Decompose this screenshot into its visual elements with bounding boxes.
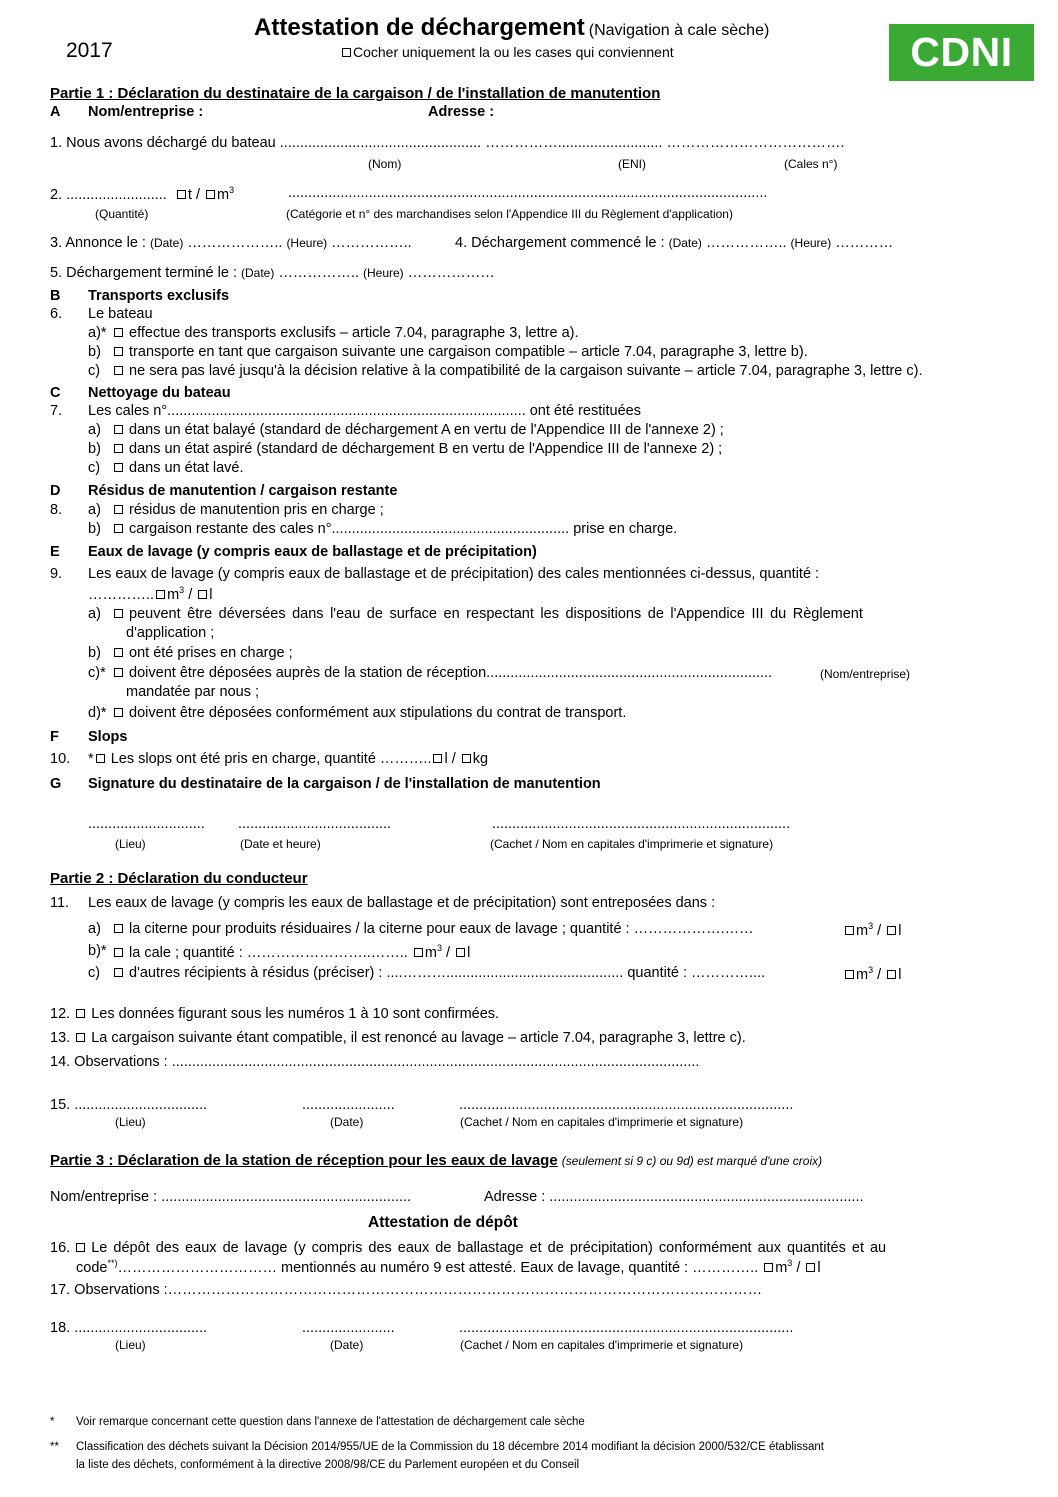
section-b-title: Transports exclusifs xyxy=(88,288,230,304)
q11b-unit-m: m xyxy=(424,945,437,961)
q9b-prefix: b) xyxy=(88,645,101,661)
q11b-prefix: b)* xyxy=(88,943,107,959)
q9b-text: ont été prises en charge ; xyxy=(129,645,293,661)
part2-heading: Partie 2 : Déclaration du conducteur xyxy=(50,870,308,887)
q1-line[interactable]: 1. Nous avons déchargé du bateau .................................................. …………….......................... ………………………………. xyxy=(50,135,845,151)
q7b-row[interactable] xyxy=(112,441,722,458)
q17-observations[interactable]: 17. Observations :…………………………………………………………………………………………………………… xyxy=(50,1282,763,1298)
q16-unit-l: l xyxy=(817,1260,821,1276)
q9d-checkbox[interactable] xyxy=(114,708,123,717)
q11b-unit-slash: / xyxy=(446,945,451,961)
q6a-checkbox[interactable] xyxy=(114,328,123,337)
q16-num: 16. xyxy=(50,1240,71,1256)
q12-row[interactable] xyxy=(50,1006,499,1023)
q11c-l-checkbox[interactable] xyxy=(887,970,896,979)
q12-checkbox[interactable] xyxy=(76,1009,85,1018)
instruction-text: Cocher uniquement la ou les cases qui conviennent xyxy=(353,44,674,60)
q11c-unit-sup: 3 xyxy=(868,965,874,975)
part1-heading: Partie 1 : Déclaration du destinataire de la cargaison / de l'installation de manutention xyxy=(50,85,661,102)
q7a-row[interactable] xyxy=(112,422,724,439)
q6b-text: transporte en tant que cargaison suivante une cargaison compatible – article 7.04, paragraphe 3, lettre b). xyxy=(129,344,808,360)
q9-l-checkbox[interactable] xyxy=(198,590,207,599)
q9a-checkbox[interactable] xyxy=(114,609,123,618)
q16-row2 xyxy=(76,1258,821,1277)
q11a-unit-slash: / xyxy=(877,923,882,939)
q2-unit-m: m xyxy=(217,187,230,203)
q8b-prefix: b) xyxy=(88,521,101,537)
q11a-prefix: a) xyxy=(88,921,101,937)
q6b-row[interactable] xyxy=(112,344,808,361)
q11a-checkbox[interactable] xyxy=(114,924,123,933)
q9c-text: doivent être déposées auprès de la station de réception....................................................................... xyxy=(129,665,773,681)
q3-date-caption: (Date) xyxy=(149,236,184,250)
station-name-field[interactable]: Nom/entreprise : .............................................................. xyxy=(50,1189,411,1205)
q3-time-caption: (Heure) xyxy=(286,236,328,250)
q11c-unit-m: m xyxy=(856,967,869,983)
section-f-letter: F xyxy=(50,729,59,745)
q10-row xyxy=(88,751,488,768)
q11b-checkbox[interactable] xyxy=(114,948,123,957)
q8b-checkbox[interactable] xyxy=(114,524,123,533)
q7a-text: dans un état balayé (standard de déchargement A en vertu de l'Appendice III de l'annexe 2) ; xyxy=(129,422,724,438)
q11c-checkbox[interactable] xyxy=(114,968,123,977)
deposit-subtitle: Attestation de dépôt xyxy=(368,1214,518,1231)
q11b-l-checkbox[interactable] xyxy=(456,948,465,957)
section-b-letter: B xyxy=(50,288,61,304)
q13-row[interactable] xyxy=(50,1030,746,1047)
sig-place-field[interactable]: ............................. xyxy=(88,816,205,832)
footnote2-star: ** xyxy=(50,1441,59,1453)
q11a-unit-l: l xyxy=(898,923,902,939)
form-instruction xyxy=(340,44,674,61)
section-e-letter: E xyxy=(50,544,60,560)
q16-unit-m: m xyxy=(775,1260,788,1276)
q11c-unit-slash: / xyxy=(877,967,882,983)
q4-time-field[interactable]: ………… xyxy=(835,235,894,251)
q6-num: 6. xyxy=(50,306,63,322)
q2-qty-caption: (Quantité) xyxy=(95,207,149,221)
q9c-name-caption: (Nom/entreprise) xyxy=(820,667,911,681)
q5-date-caption: (Date) xyxy=(241,266,275,280)
form-year: 2017 xyxy=(66,39,113,62)
part3-note: (seulement si 9 c) ou 9d) est marqué d'une croix) xyxy=(561,1154,823,1168)
q16-unit-slash: / xyxy=(796,1260,801,1276)
q5-time-caption: (Heure) xyxy=(362,266,404,280)
q9-quantity-field[interactable]: ………….. xyxy=(88,587,155,603)
q2-unit-sup: 3 xyxy=(229,185,235,195)
q14-observations[interactable]: 14. Observations : ................................................................................................................................... xyxy=(50,1054,700,1070)
q16-l-checkbox[interactable] xyxy=(806,1263,815,1272)
part3-heading: Partie 3 : Déclaration de la station de réception pour les eaux de lavage xyxy=(50,1152,558,1169)
q7a-checkbox[interactable] xyxy=(114,425,123,434)
q7c-prefix: c) xyxy=(88,460,101,476)
q16-quantity-text[interactable]: …………………………… mentionnés au numéro 9 est attesté. Eaux de lavage, quantité : ………….. xyxy=(117,1260,759,1276)
q11c-units xyxy=(843,965,901,984)
q10-num: 10. xyxy=(50,751,71,767)
q11a-text: la citerne pour produits résiduaires / la citerne pour eaux de lavage ; quantité : ……………….…… xyxy=(129,921,754,937)
q8a-row[interactable] xyxy=(112,502,384,519)
q2-category-dots[interactable]: ....................................................................................................................... xyxy=(288,185,768,201)
q6a-row[interactable] xyxy=(112,325,579,342)
q3-date-field[interactable]: ……………….. xyxy=(187,235,283,251)
sig-stamp-caption: (Cachet / Nom en capitales d'imprimerie et signature) xyxy=(490,837,774,851)
q6b-checkbox[interactable] xyxy=(114,347,123,356)
section-d-title: Résidus de manutention / cargaison restante xyxy=(88,483,398,499)
q11a-unit-sup: 3 xyxy=(868,921,874,931)
q6a-prefix: a)* xyxy=(88,325,107,341)
q9-m3-checkbox[interactable] xyxy=(156,590,165,599)
q9b-row[interactable] xyxy=(112,645,293,662)
q9d-text: doivent être déposées conformément aux stipulations du contrat de transport. xyxy=(129,705,627,721)
section-d-letter: D xyxy=(50,483,61,499)
part3-heading-row xyxy=(50,1152,822,1170)
q7-num: 7. xyxy=(50,403,63,419)
section-e-title: Eaux de lavage (y compris eaux de ballastage et de précipitation) xyxy=(88,544,537,560)
form-title-suffix: (Navigation à cale sèche) xyxy=(588,22,770,39)
q12-num: 12. xyxy=(50,1006,71,1022)
q2-m3-checkbox[interactable] xyxy=(206,190,215,199)
sig-date-field[interactable]: ...................................... xyxy=(238,816,392,832)
q11a-m3-checkbox[interactable] xyxy=(845,926,854,935)
q16-text: Le dépôt des eaux de lavage (y compris des eaux de ballastage et de précipitation) conformément aux quantités et au xyxy=(91,1240,887,1256)
q3-label: 3. Annonce le : xyxy=(50,235,146,251)
section-f-title: Slops xyxy=(88,729,128,745)
q9-unit-slash: / xyxy=(188,587,193,603)
q10-star: * xyxy=(88,751,94,767)
q9a-text-line2: d'application ; xyxy=(126,625,215,641)
address-label: Adresse : xyxy=(428,104,495,120)
form-title xyxy=(254,14,769,43)
q6c-row[interactable] xyxy=(112,363,923,380)
q7b-text: dans un état aspiré (standard de déchargement B en vertu de l'Appendice III de l'annexe 2) ; xyxy=(129,441,723,457)
q4-line xyxy=(455,235,893,252)
q7a-prefix: a) xyxy=(88,422,101,438)
footnote2-text: Classification des déchets suivant la Décision 2014/955/UE de la Commission du 18 décembre 2014 modifiant la décision 2000/532/CE établissant xyxy=(76,1441,824,1453)
q8a-prefix: a) xyxy=(88,502,101,518)
q10-checkbox[interactable] xyxy=(96,754,105,763)
footnote2-text-line2: la liste des déchets, conformément à la directive 2008/98/CE du Parlement européen et du Conseil xyxy=(76,1459,580,1471)
q9c-row[interactable] xyxy=(112,665,772,682)
q10-text[interactable]: Les slops ont été pris en charge, quantité ……….. xyxy=(110,751,432,767)
q3-line xyxy=(50,235,412,252)
q15-date-caption: (Date) xyxy=(330,1115,364,1129)
q9b-checkbox[interactable] xyxy=(114,648,123,657)
q7b-prefix: b) xyxy=(88,441,101,457)
q1-cales-caption: (Cales n°) xyxy=(784,157,838,171)
q18-place-field[interactable]: 18. ................................. xyxy=(50,1320,208,1336)
q10-kg-checkbox[interactable] xyxy=(462,754,471,763)
q6a-text: effectue des transports exclusifs – article 7.04, paragraphe 3, lettre a). xyxy=(129,325,579,341)
q11a-units xyxy=(843,921,901,940)
q11-label: Les eaux de lavage (y compris les eaux de ballastage et de précipitation) sont entreposées dans : xyxy=(88,895,716,911)
section-c-letter: C xyxy=(50,385,61,401)
q11c-row[interactable] xyxy=(112,965,765,982)
q13-checkbox[interactable] xyxy=(76,1033,85,1042)
sig-place-caption: (Lieu) xyxy=(115,837,146,851)
q9a-text: peuvent être déversées dans l'eau de surface en respectant les dispositions de l'Appendice III du Règlement xyxy=(129,606,863,622)
q5-label: 5. Déchargement terminé le : xyxy=(50,265,237,281)
sig-date-caption: (Date et heure) xyxy=(240,837,321,851)
q11-num: 11. xyxy=(50,895,70,911)
q15-place-field[interactable]: 15. ................................. xyxy=(50,1097,208,1113)
q8b-text: cargaison restante des cales n°........................................................... prise en charge. xyxy=(129,521,678,537)
q5-date-field[interactable]: …………….. xyxy=(278,265,359,281)
q16-checkbox[interactable] xyxy=(76,1243,85,1252)
sig-stamp-field[interactable]: .......................................................................... xyxy=(492,816,791,832)
q11b-text: la cale ; quantité : ……………………..…….. xyxy=(129,945,408,961)
q11c-m3-checkbox[interactable] xyxy=(845,970,854,979)
q2-line xyxy=(50,185,234,204)
q2-cat-caption: (Catégorie et n° des marchandises selon l'Appendice III du Règlement d'application) xyxy=(286,207,733,221)
q11b-unit-sup: 3 xyxy=(436,943,442,953)
q11b-unit-l: l xyxy=(467,945,471,961)
q9a-row[interactable] xyxy=(112,606,863,623)
q4-date-field[interactable]: …………….. xyxy=(705,235,787,251)
q7-label[interactable]: Les cales n°......................................................................................... ont été restituées xyxy=(88,403,641,419)
q9-unit-m: m xyxy=(167,587,180,603)
q9-unit-sup: 3 xyxy=(179,585,185,595)
q10-unit-l: l / xyxy=(444,751,456,767)
q11b-m3-checkbox[interactable] xyxy=(414,948,423,957)
q6c-prefix: c) xyxy=(88,363,101,379)
q16-code-sup: **) xyxy=(107,1258,118,1268)
q15-stamp-caption: (Cachet / Nom en capitales d'imprimerie et signature) xyxy=(460,1115,744,1129)
q9d-prefix: d)* xyxy=(88,705,107,721)
q7c-checkbox[interactable] xyxy=(114,463,123,472)
q11b-row[interactable] xyxy=(112,943,470,962)
q9c-text-line2: mandatée par nous ; xyxy=(126,684,260,700)
q8a-checkbox[interactable] xyxy=(114,505,123,514)
q16-row[interactable] xyxy=(50,1240,886,1257)
q18-stamp-field[interactable]: ................................................................................... xyxy=(459,1320,794,1336)
q9-unit-l: l xyxy=(209,587,213,603)
q4-time-caption: (Heure) xyxy=(790,236,832,250)
q11c-unit-l: l xyxy=(898,967,902,983)
q4-label: 4. Déchargement commencé le : xyxy=(455,235,665,251)
cdni-logo: CDNI xyxy=(889,24,1034,81)
q10-unit-kg: kg xyxy=(472,751,489,767)
q18-place-caption: (Lieu) xyxy=(115,1338,146,1352)
q6b-prefix: b) xyxy=(88,344,101,360)
checkbox-icon xyxy=(342,48,351,57)
q2-t-checkbox[interactable] xyxy=(177,190,186,199)
q1-eni-caption: (ENI) xyxy=(618,157,646,171)
q8b-row[interactable] xyxy=(112,521,677,538)
q4-date-caption: (Date) xyxy=(668,236,702,250)
q9-quantity-row xyxy=(88,585,213,604)
q8a-text: résidus de manutention pris en charge ; xyxy=(129,502,384,518)
q8-num: 8. xyxy=(50,502,63,518)
q7b-checkbox[interactable] xyxy=(114,444,123,453)
q7c-text: dans un état lavé. xyxy=(129,460,244,476)
q9c-prefix: c)* xyxy=(88,665,106,681)
q11c-prefix: c) xyxy=(88,965,101,981)
q11c-text: d'autres récipients à résidus (préciser) : ....………............................................ quantité : ………….... xyxy=(129,965,766,981)
q18-date-caption: (Date) xyxy=(330,1338,364,1352)
q15-date-field[interactable]: ....................... xyxy=(302,1097,395,1113)
q11a-unit-m: m xyxy=(856,923,869,939)
q18-date-field[interactable]: ....................... xyxy=(302,1320,395,1336)
footnote1-text: Voir remarque concernant cette question dans l'annexe de l'attestation de déchargement cale sèche xyxy=(76,1416,585,1428)
q5-time-field[interactable]: ……………… xyxy=(407,265,495,281)
q6c-checkbox[interactable] xyxy=(114,366,123,375)
q2-quantity-dots[interactable]: 2. ......................... xyxy=(50,187,167,203)
q10-l-checkbox[interactable] xyxy=(433,754,442,763)
form-title-main: Attestation de déchargement xyxy=(254,14,585,41)
q18-stamp-caption: (Cachet / Nom en capitales d'imprimerie et signature) xyxy=(460,1338,744,1352)
q16-code-label: code xyxy=(76,1260,108,1276)
q16-m3-checkbox[interactable] xyxy=(764,1263,773,1272)
q15-stamp-field[interactable]: ................................................................................... xyxy=(459,1097,794,1113)
q13-num: 13. xyxy=(50,1030,71,1046)
q15-place-caption: (Lieu) xyxy=(115,1115,146,1129)
q16-unit-sup: 3 xyxy=(787,1258,793,1268)
q9a-prefix: a) xyxy=(88,606,101,622)
q5-line xyxy=(50,265,495,282)
q13-text: La cargaison suivante étant compatible, il est renoncé au lavage – article 7.04, paragraphe 3, lettre c). xyxy=(91,1030,746,1046)
footnote1-star: * xyxy=(50,1416,55,1428)
q7c-row[interactable] xyxy=(112,460,244,477)
section-a-letter: A xyxy=(50,104,61,120)
q6-label: Le bateau xyxy=(88,306,153,322)
q9c-checkbox[interactable] xyxy=(114,668,123,677)
q9-num: 9. xyxy=(50,566,63,582)
q3-time-field[interactable]: …………….. xyxy=(331,235,412,251)
section-c-title: Nettoyage du bateau xyxy=(88,385,231,401)
q1-name-caption: (Nom) xyxy=(368,157,402,171)
section-g-letter: G xyxy=(50,776,62,792)
q12-text: Les données figurant sous les numéros 1 à 10 sont confirmées. xyxy=(91,1006,500,1022)
section-g-title: Signature du destinataire de la cargaison / de l'installation de manutention xyxy=(88,776,601,792)
q9-label: Les eaux de lavage (y compris eaux de ballastage et de précipitation) des cales mentionnées ci-dessus, quantité : xyxy=(88,566,820,582)
station-address-field[interactable]: Adresse : .............................................................................. xyxy=(484,1189,864,1205)
q11a-l-checkbox[interactable] xyxy=(887,926,896,935)
q11a-row[interactable] xyxy=(112,921,754,938)
name-label: Nom/entreprise : xyxy=(88,104,204,120)
q2-unit-t: t / xyxy=(187,187,200,203)
q9d-row[interactable] xyxy=(112,705,626,722)
q6c-text: ne sera pas lavé jusqu'à la décision relative à la compatibilité de la cargaison suivante – article 7.04, paragraphe 3, lettre c). xyxy=(129,363,923,379)
